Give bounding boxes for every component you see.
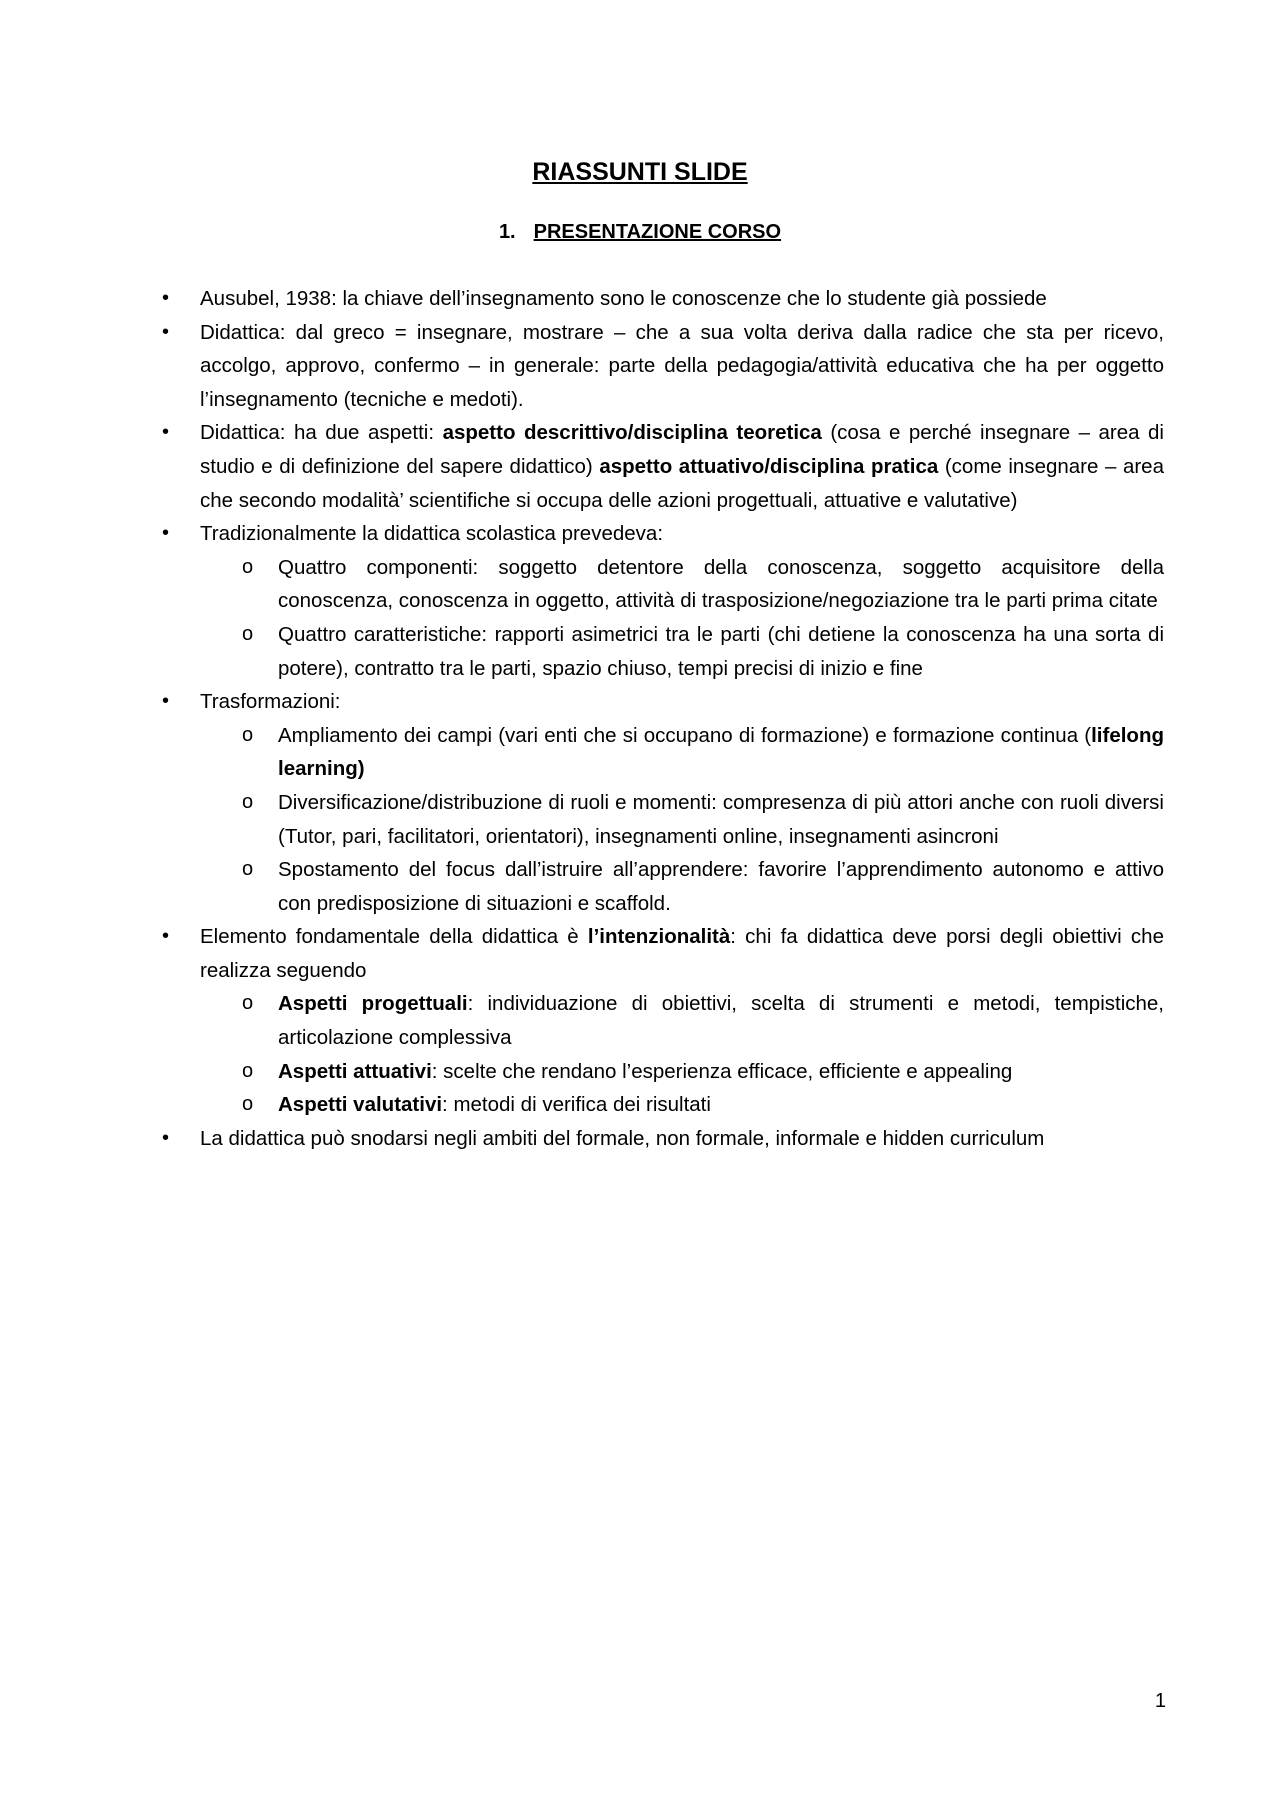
list-item-text: La didattica può snodarsi negli ambiti del formale, non formale, informale e hidden curriculum xyxy=(200,1126,1045,1150)
list-item-text: (come insegnare – area che secondo modalità’ scientifiche si occupa delle azioni progettuali, attuative e valutative) xyxy=(200,454,1164,512)
bold-term: Aspetti valutativi xyxy=(278,1093,443,1117)
sub-list-item xyxy=(200,987,1164,1054)
document-body xyxy=(160,282,1164,1155)
list-item-ausubel xyxy=(160,282,1164,316)
sub-item-text: Quattro componenti: soggetto detentore della conoscenza, soggetto acquisitore della conoscenza, conoscenza in oggetto, attività di trasposizione/negoziazione tra le parti prima citate xyxy=(278,555,1164,613)
sub-item-text: : metodi di verifica dei risultati xyxy=(442,1093,711,1117)
bold-term: lifelong learning) xyxy=(278,723,1164,781)
bullet-icon: • xyxy=(162,925,170,948)
sub-list-item xyxy=(200,1088,1164,1122)
section-number: 1. xyxy=(498,221,516,243)
sub-item-text: Quattro caratteristiche: rapporti asimetrici tra le parti (chi detiene la conoscenza ha una sorta di potere), contratto tra le parti, spazio chiuso, tempi precisi di inizio e fine xyxy=(278,622,1164,680)
list-item-tradizionalmente xyxy=(160,517,1164,685)
bold-term: Aspetti attuativi xyxy=(278,1059,432,1083)
sub-list-item xyxy=(200,618,1164,685)
bullet-icon: • xyxy=(162,690,170,713)
list-item-intenzionalita xyxy=(160,920,1164,1122)
list-item-didattica-definition xyxy=(160,316,1164,417)
sub-bullet-icon: o xyxy=(242,992,254,1015)
list-item-text: Ausubel, 1938: la chiave dell’insegnamento sono le conoscenze che lo studente già possiede xyxy=(200,287,1047,310)
sub-list xyxy=(200,551,1164,685)
sub-list-item xyxy=(200,786,1164,853)
sub-item-text: : scelte che rendano l’esperienza efficace, efficiente e appealing xyxy=(431,1059,1013,1083)
sub-bullet-icon: o xyxy=(242,790,254,813)
sub-bullet-icon: o xyxy=(242,723,254,746)
bold-term: aspetto attuativo/disciplina pratica xyxy=(599,454,939,478)
sub-bullet-icon: o xyxy=(242,555,254,578)
sub-list-item xyxy=(200,719,1164,786)
list-item-text: Didattica: ha due aspetti: xyxy=(200,421,443,445)
bold-term: l’intenzionalità xyxy=(587,925,731,949)
list-item-text: Trasformazioni: xyxy=(200,690,341,714)
section-heading xyxy=(0,218,1280,246)
section-title: PRESENTAZIONE CORSO xyxy=(533,221,782,243)
list-item-text: (cosa e perché insegnare – area di studio e di definizione del sapere didattico) xyxy=(200,421,1164,478)
bullet-icon: • xyxy=(162,320,170,343)
sub-bullet-icon: o xyxy=(242,1093,254,1116)
list-item-text: : chi fa didattica deve porsi degli obiettivi che realizza seguendo xyxy=(200,925,1164,982)
list-item-text: Didattica: dal greco = insegnare, mostrare – che a sua volta deriva dalla radice che sta per ricevo, accolgo, approvo, confermo – in generale: parte della pedagogia/attività educativa che ha per oggetto l’insegnamento (tecniche e medoti). xyxy=(200,320,1164,411)
sub-list-item xyxy=(200,1055,1164,1089)
sub-item-text: : individuazione di obiettivi, scelta di strumenti e metodi, tempistiche, articolazione complessiva xyxy=(278,992,1164,1050)
sub-list xyxy=(200,719,1164,921)
sub-item-text: Spostamento del focus dall’istruire all’apprendere: favorire l’apprendimento autonomo e attivo con predisposizione di situazioni e scaffold. xyxy=(278,858,1164,915)
sub-bullet-icon: o xyxy=(242,1059,254,1082)
bullet-icon: • xyxy=(162,522,170,545)
bullet-icon: • xyxy=(162,287,170,309)
bullet-icon: • xyxy=(162,421,170,444)
document-title: RIASSUNTI SLIDE xyxy=(532,158,748,186)
bullet-list xyxy=(160,282,1164,1155)
bold-term: aspetto descrittivo/disciplina teoretica xyxy=(442,421,822,445)
bold-term: Aspetti progettuali xyxy=(278,992,468,1016)
sub-item-text: Ampliamento dei campi (vari enti che si occupano di formazione) e formazione continua ( xyxy=(278,723,1092,747)
list-item-trasformazioni xyxy=(160,685,1164,920)
bullet-icon: • xyxy=(162,1126,170,1149)
sub-list xyxy=(200,987,1164,1121)
sub-item-text: Diversificazione/distribuzione di ruoli e momenti: compresenza di più attori anche con ruoli diversi (Tutor, pari, facilitatori, orientatori), insegnamenti online, insegnamenti asincroni xyxy=(278,790,1164,848)
list-item-didattica-aspects xyxy=(160,416,1164,517)
list-item-text: Elemento fondamentale della didattica è xyxy=(200,925,588,949)
list-item-text: Tradizionalmente la didattica scolastica prevedeva: xyxy=(200,522,664,546)
sub-bullet-icon: o xyxy=(242,858,254,881)
list-item-ambiti xyxy=(160,1122,1164,1156)
sub-list-item xyxy=(200,551,1164,618)
page-number: 1 xyxy=(1154,1690,1166,1712)
sub-bullet-icon: o xyxy=(242,622,254,645)
sub-list-item xyxy=(200,853,1164,920)
